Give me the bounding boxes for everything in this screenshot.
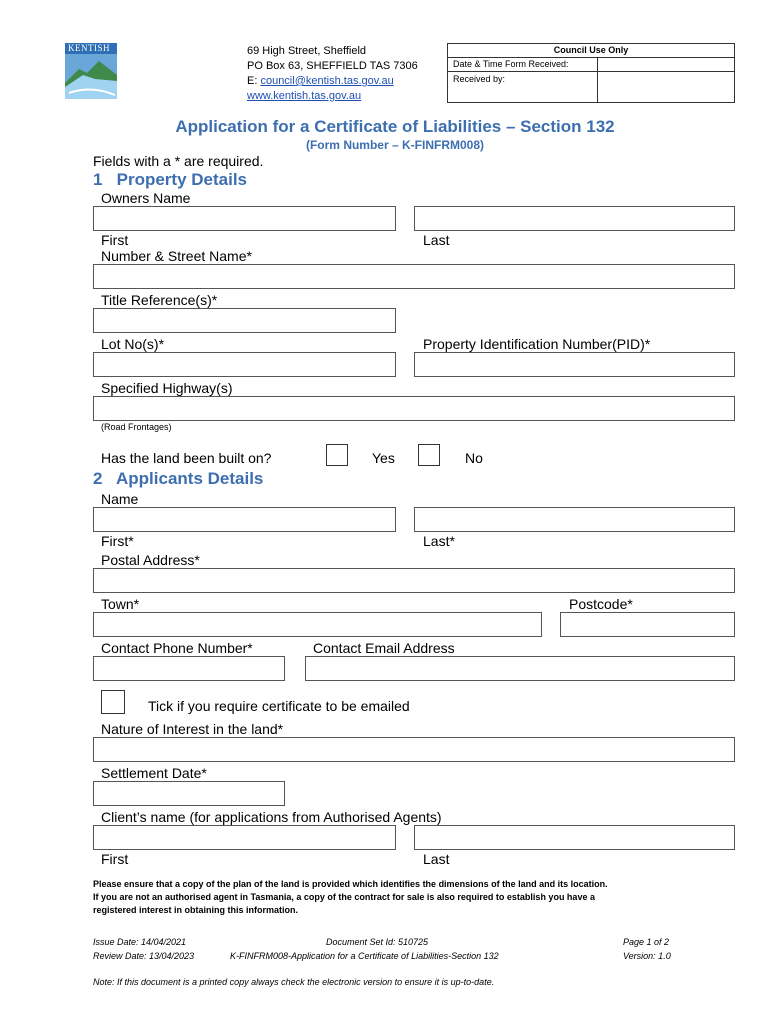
version: Version: 1.0 (623, 951, 671, 961)
document-name: K-FINFRM008-Application for a Certificate of Liabilities-Section 132 (230, 951, 499, 961)
built-no-label: No (465, 450, 483, 466)
website-link[interactable]: www.kentish.tas.gov.au (247, 90, 362, 102)
interest-input[interactable] (93, 737, 735, 762)
applicant-first-label: First* (101, 533, 134, 549)
applicant-last-input[interactable] (414, 507, 735, 532)
street-input[interactable] (93, 264, 735, 289)
title-ref-input[interactable] (93, 308, 396, 333)
built-question: Has the land been built on? (101, 450, 272, 466)
owner-first-label: First (101, 232, 129, 248)
highway-input[interactable] (93, 396, 735, 421)
highway-label: Specified Highway(s) (101, 380, 233, 396)
section-2-heading: 2 Applicants Details (93, 469, 264, 488)
website-line (247, 89, 418, 104)
review-date: Review Date: 13/04/2023 (93, 951, 195, 961)
kentish-logo (65, 43, 117, 99)
client-first-label: First (101, 851, 129, 867)
council-row-1 (448, 57, 734, 72)
client-first-input[interactable] (93, 825, 396, 850)
built-yes-label: Yes (372, 450, 395, 466)
postal-label: Postal Address* (101, 552, 200, 568)
client-last-label: Last (423, 851, 450, 867)
form-number: (Form Number – K-FINFRM008) (305, 138, 484, 152)
logo-text: KENTISH (68, 43, 110, 53)
owner-last-input[interactable] (414, 206, 735, 231)
phone-input[interactable] (93, 656, 285, 681)
required-note: Fields with a * are required. (93, 153, 264, 169)
page-title: Application for a Certificate of Liabilities – Section 132 (175, 117, 615, 136)
settlement-label: Settlement Date* (101, 765, 207, 781)
client-last-input[interactable] (414, 825, 735, 850)
postcode-input[interactable] (560, 612, 735, 637)
document-set-id: Document Set Id: 510725 (326, 937, 429, 947)
lot-label: Lot No(s)* (101, 336, 165, 352)
street-label: Number & Street Name* (101, 248, 252, 264)
town-input[interactable] (93, 612, 542, 637)
settlement-input[interactable] (93, 781, 285, 806)
pid-label: Property Identification Number(PID)* (423, 336, 651, 352)
section-1-heading: 1 Property Details (93, 170, 248, 189)
lot-input[interactable] (93, 352, 396, 377)
postcode-label: Postcode* (569, 596, 633, 612)
address-line-2: PO Box 63, SHEFFIELD TAS 7306 (247, 60, 418, 72)
notice-line-3: registered interest in obtaining this information. (93, 905, 299, 915)
applicant-name-label: Name (101, 491, 139, 507)
built-no-checkbox[interactable] (418, 444, 440, 466)
received-by-label: Received by: (453, 74, 506, 84)
town-label: Town* (101, 596, 140, 612)
email-certificate-label: Tick if you require certificate to be emailed (148, 698, 410, 714)
postal-input[interactable] (93, 568, 735, 593)
phone-label: Contact Phone Number* (101, 640, 253, 656)
address-line-1: 69 High Street, Sheffield (247, 45, 367, 57)
notice-line-2: If you are not an authorised agent in Tasmania, a copy of the contract for sale is also required to establish you have a (93, 892, 595, 902)
email-link[interactable]: council@kentish.tas.gov.au (260, 75, 394, 87)
built-yes-checkbox[interactable] (326, 444, 348, 466)
owner-first-input[interactable] (93, 206, 396, 231)
issue-date: Issue Date: 14/04/2021 (93, 937, 187, 947)
title-ref-label: Title Reference(s)* (101, 292, 218, 308)
applicant-first-input[interactable] (93, 507, 396, 532)
road-frontages-label: (Road Frontages) (101, 422, 172, 432)
email-input[interactable] (305, 656, 735, 681)
page-number: Page 1 of 2 (623, 937, 670, 947)
email-prefix: E: (247, 75, 261, 87)
printed-copy-note: Note: If this document is a printed copy always check the electronic version to ensure it is up-to-date. (93, 977, 495, 987)
owners-name-label: Owners Name (101, 190, 191, 206)
council-use-box (447, 43, 735, 103)
date-received-label: Date & Time Form Received: (453, 59, 569, 69)
email-label: Contact Email Address (313, 640, 455, 656)
interest-label: Nature of Interest in the land* (101, 721, 284, 737)
notice-text (93, 878, 608, 917)
applicant-last-label: Last* (423, 533, 455, 549)
client-name-label: Client’s name (for applications from Authorised Agents) (101, 809, 442, 825)
council-use-title: Council Use Only (448, 44, 734, 58)
email-line (247, 74, 418, 89)
pid-input[interactable] (414, 352, 735, 377)
council-address (247, 44, 418, 104)
council-divider (597, 57, 598, 102)
email-certificate-checkbox[interactable] (101, 690, 125, 714)
notice-line-1: Please ensure that a copy of the plan of the land is provided which identifies the dimensions of the land and its location. (93, 879, 608, 889)
owner-last-label: Last (423, 232, 450, 248)
